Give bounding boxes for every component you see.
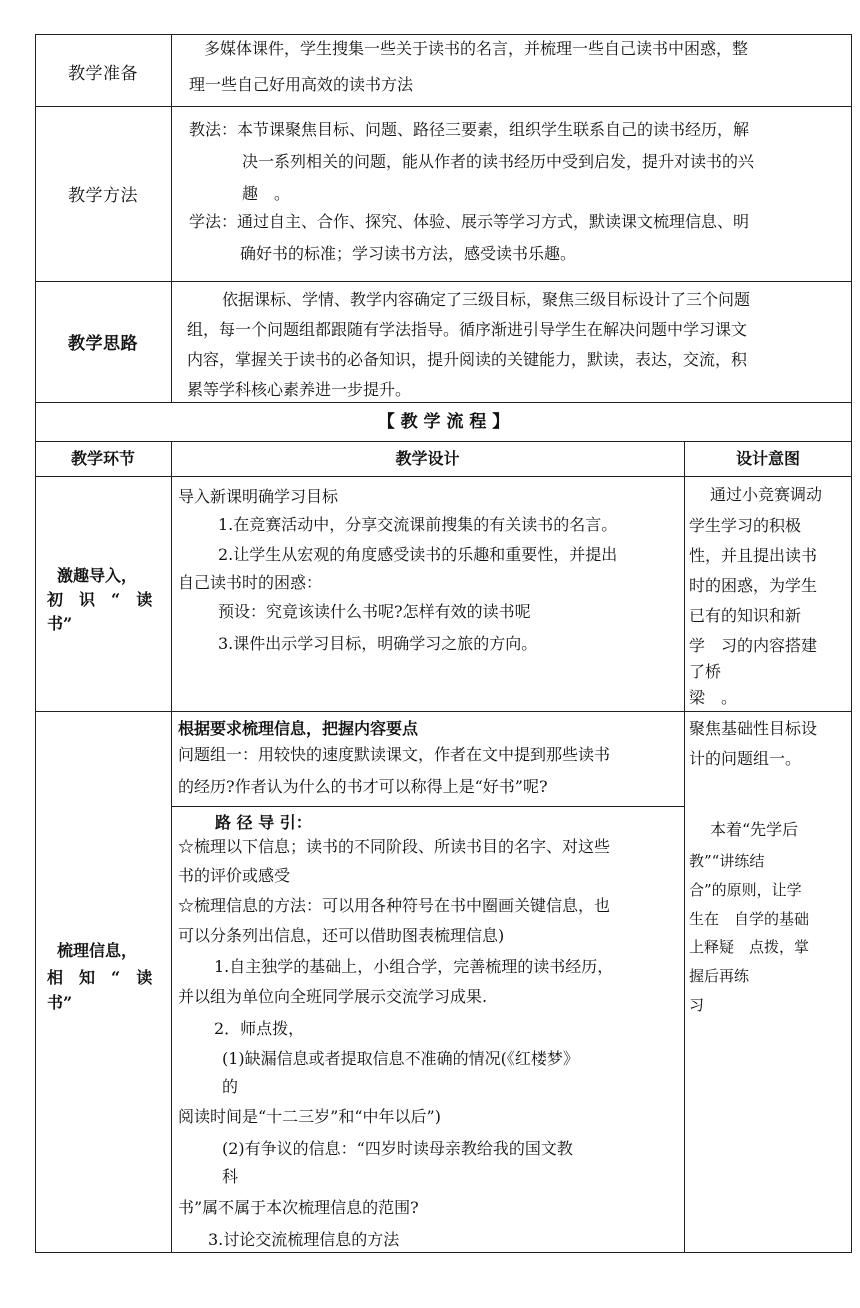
guide-line: 可以分条列出信息，还可以借助图表梳理信息) (178, 926, 505, 945)
stage1-design-line: 2.让学生从宏观的角度感受读书的乐趣和重要性，并提出 (218, 545, 618, 564)
guide-line: ☆梳理信息的方法：可以用各种符号在书中圈画关键信息，也 (178, 896, 611, 915)
guide-line: 1.自主独学的基础上，小组合学，完善梳理的读书经历， (214, 957, 614, 976)
guide-line: 并以组为单位向全班同学展示交流学习成果. (178, 987, 488, 1006)
column-divider (171, 441, 172, 1253)
stage2-intent-line: 合”的原则，让学 (689, 881, 802, 899)
guide-line: 书”属不属于本次梳理信息的范围? (178, 1198, 419, 1217)
row-divider (35, 476, 852, 477)
stage2-intent-line: 握后再练 (689, 967, 750, 985)
stage1-intent-line: 了桥 (689, 662, 722, 681)
stage1-intent-line: 学 习的内容搭建 (689, 636, 818, 655)
idea-label: 教学思路 (68, 334, 138, 354)
stage2-label: 书” (47, 993, 73, 1012)
prep-line: 多媒体课件，学生搜集一些关于读书的名言，并梳理一些自己读书中困惑，整 (204, 39, 749, 58)
stage1-label: 初 识 “ 读 (47, 590, 153, 609)
idea-line: 累等学科核心素养进一步提升。 (187, 380, 412, 399)
row-divider (35, 106, 852, 107)
stage1-design-line: 导入新课明确学习目标 (178, 487, 339, 506)
teach-method-line: 决一系列相关的问题，能从作者的读书经历中受到启发，提升对读书的兴 (242, 152, 755, 171)
stage2-intent-line: 习 (689, 996, 705, 1014)
stage1-intent-line: 已有的知识和新 (689, 606, 802, 625)
stage2-intent-line: 聚焦基础性目标设 (689, 719, 818, 738)
guide-line: (2)有争议的信息：“四岁时读母亲教给我的国文教 (222, 1139, 573, 1158)
guide-line: ☆梳理以下信息；读书的不同阶段、所读书目的名字、对这些 (178, 837, 611, 856)
cell-divider (171, 806, 684, 807)
header-link: 教学环节 (70, 449, 135, 468)
stage2-label: 梳理信息， (57, 941, 138, 960)
idea-line: 内容，掌握关于读书的必备知识，提升阅读的关键能力，默读，表达，交流，积 (187, 350, 748, 369)
guide-title: 路 径 导 引： (215, 813, 312, 832)
stage1-intent-line: 性，并且提出读书 (689, 546, 818, 565)
stage1-design-line: 自己读书时的困惑： (178, 573, 323, 592)
stage2-question-line: 的经历?作者认为什么的书才可以称得上是“好书”呢? (178, 777, 548, 796)
header-design: 教学设计 (395, 449, 460, 468)
stage2-label: 相 知 “ 读 (47, 968, 153, 987)
stage2-intent-line: 生在 自学的基础 (689, 910, 810, 928)
guide-line: 阅读时间是“十二三岁”和“中年以后”) (178, 1107, 441, 1126)
stage1-intent-line: 通过小竞赛调动 (710, 485, 823, 504)
column-divider (684, 441, 685, 1253)
guide-line: 3.讨论交流梳理信息的方法 (208, 1230, 400, 1249)
stage1-intent-line: 学生学习的积极 (689, 516, 802, 535)
stage1-design-line: 3.课件出示学习目标，明确学习之旅的方向。 (218, 634, 538, 653)
stage2-question-title: 根据要求梳理信息，把握内容要点 (178, 719, 419, 738)
idea-line: 依据课标、学情、教学内容确定了三级目标，聚焦三级目标设计了三个问题 (222, 290, 751, 309)
guide-line: 科 (222, 1167, 239, 1186)
column-divider (171, 34, 172, 402)
stage2-intent-line: 本着“先学后 (710, 820, 799, 839)
stage1-intent-line: 梁 。 (689, 688, 738, 707)
stage1-label: 书” (47, 614, 73, 633)
idea-line: 组，每一个问题组都跟随有学法指导。循序渐进引导学生在解决问题中学习课文 (187, 320, 748, 339)
row-divider (35, 711, 852, 712)
stage2-intent-line: 上释疑 点拨，掌 (689, 938, 810, 956)
guide-line: 书的评价或感受 (178, 866, 291, 885)
teach-method-line: 教法：本节课聚焦目标、问题、路径三要素，组织学生联系自己的读书经历，解 (189, 120, 750, 139)
guide-line: (1)缺漏信息或者提取信息不准确的情况(《红楼梦》 (222, 1049, 579, 1068)
teach-method-line: 趣 。 (242, 184, 291, 203)
row-divider (35, 402, 852, 403)
method-label: 教学方法 (68, 186, 138, 206)
guide-line: 2．师点拨， (214, 1019, 305, 1038)
flow-title: 【 教 学 流 程 】 (377, 412, 510, 432)
row-divider (35, 281, 852, 282)
stage2-intent-line: 教”“讲练结 (689, 852, 765, 870)
stage1-label: 激趣导入， (57, 566, 138, 585)
prep-label: 教学准备 (68, 64, 138, 84)
learn-method-line: 确好书的标准；学习读书方法，感受读书乐趣。 (240, 244, 577, 263)
guide-line: 的 (222, 1077, 239, 1096)
stage1-intent-line: 时的困惑，为学生 (689, 576, 818, 595)
stage1-design-line: 1.在竞赛活动中，分享交流课前搜集的有关读书的名言。 (218, 515, 618, 534)
prep-line: 理一些自己好用高效的读书方法 (189, 75, 414, 94)
stage2-intent-line: 计的问题组一。 (689, 749, 802, 768)
learn-method-line: 学法：通过自主、合作、探究、体验、展示等学习方式，默读课文梳理信息、明 (189, 212, 750, 231)
header-intent: 设计意图 (735, 449, 800, 468)
stage1-design-line: 预设：究竟该读什么书呢?怎样有效的读书呢 (218, 602, 531, 621)
stage2-question-line: 问题组一：用较快的速度默读课文，作者在文中提到那些读书 (178, 745, 611, 764)
row-divider (35, 441, 852, 442)
